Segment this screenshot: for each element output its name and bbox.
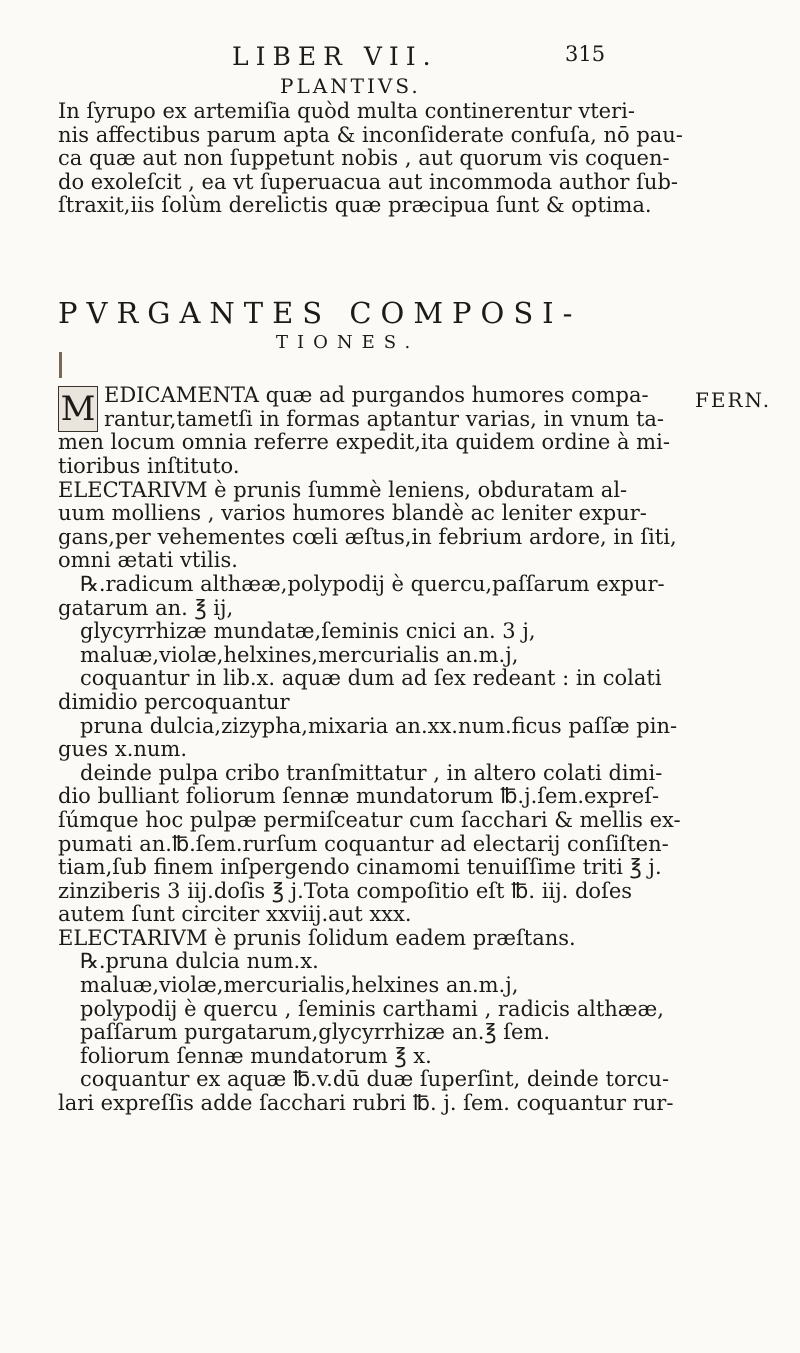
text-line: ca quæ aut non ſuppetunt nobis , aut quorum vis coquen- [58,146,670,171]
text-line: gues x.num. [58,737,188,762]
page-number: 315 [565,42,606,66]
text-line: gatarum an. ℥ ij, [58,595,234,620]
text-line: gans,per vehementes cœli æſtus,in febrium ardore, in ſiti, [58,524,677,549]
text-line: tioribus inſtituto. [58,454,240,478]
drop-cap: M [58,386,98,432]
chapter-heading: PVRGANTES COMPOSI- [58,296,582,330]
text-line: ℞.pruna dulcia num.x. [80,949,319,974]
text-line: rantur,tametſi in formas aptantur varias, in vnum ta- [104,406,664,431]
text-line: uum molliens , varios humores blandè ac leniter expur- [58,501,647,526]
text-line: ELECTARIVM è prunis ſummè leniens, obduratam al- [58,477,628,502]
text-line: maluæ,violæ,mercurialis,helxines an.m.j, [80,973,519,998]
body-opening-lines [104,384,694,431]
text-line: men locum omnia referre expedit,ita quidem ordine à mi- [58,430,670,455]
ornament-mark [59,352,62,378]
text-line: deinde pulpa cribo tranſmittatur , in altero colati dimi- [80,760,663,785]
page-header [0,42,800,72]
intro-paragraph [58,100,698,218]
text-line: maluæ,violæ,helxines,mercurialis an.m.j, [80,642,519,667]
text-line: nis affectibus parum apta & inconſiderate confuſa, nō pau- [58,122,683,147]
text-line: ℞.radicum althææ,polypodij è quercu,paſſarum expur- [80,571,665,596]
chapter-heading-continuation: TIONES. [276,332,420,353]
text-line: ſtraxit,iis ſolùm derelictis quæ præcipua ſunt & optima. [58,193,652,218]
text-line: pruna dulcia,zizypha,mixaria an.xx.num.ficus paſſæ pin- [80,713,678,738]
text-line: dimidio percoquantur [58,689,290,714]
section-label: PLANTIVS. [280,74,421,98]
text-line: tiam,ſub finem inſpergendo cinamomi tenuiſſime triti ℥ j. [58,855,662,880]
text-line: ſúmque hoc pulpæ permiſceatur cum ſacchari & mellis ex- [58,807,681,832]
running-title: LIBER VII. [232,42,438,71]
body-opening-line-3 [58,431,698,455]
text-line: EDICAMENTA quæ ad purgandos humores compa- [104,383,649,407]
text-line: coquantur ex aquæ ℔.v.dū duæ ſuperſint, deinde torcu- [80,1067,670,1092]
text-line: paſſarum purgatarum,glycyrrhizæ an.℥ ſem. [80,1020,551,1045]
text-line: lari expreſſis adde ſacchari rubri ℔. j. ſem. coquantur rur- [58,1091,674,1116]
recipe-text [58,455,698,1116]
text-line: omni ætati vtilis. [58,548,238,573]
text-line: autem ſunt circiter xxviij.aut xxx. [58,902,412,927]
text-line: foliorum ſennæ mundatorum ℥ x. [80,1043,432,1068]
text-line: pumati an.℔.ſem.rurſum coquantur ad electarij conſiſten- [58,831,669,856]
text-line: coquantur in lib.x. aquæ dum ad ſex redeant : in colati [80,666,662,691]
margin-note: FERN. [695,388,772,412]
text-line: dio bulliant foliorum ſennæ mundatorum ℔.j.ſem.expreſ- [58,784,660,809]
text-line: glycyrrhizæ mundatæ,ſeminis cnici an. 3 j, [80,619,536,644]
text-line: polypodij è quercu , ſeminis carthami , radicis althææ, [80,996,664,1021]
text-line: ELECTARIVM è prunis ſolidum eadem præſtans. [58,925,576,950]
text-line: In ſyrupo ex artemiſia quòd multa continerentur vteri- [58,99,635,123]
text-line: zinziberis 3 iij.doſis ℥ j.Tota compoſitio eſt ℔. iij. doſes [58,878,633,903]
text-line: do exoleſcit , ea vt ſuperuacua aut incommoda author ſub- [58,169,678,194]
